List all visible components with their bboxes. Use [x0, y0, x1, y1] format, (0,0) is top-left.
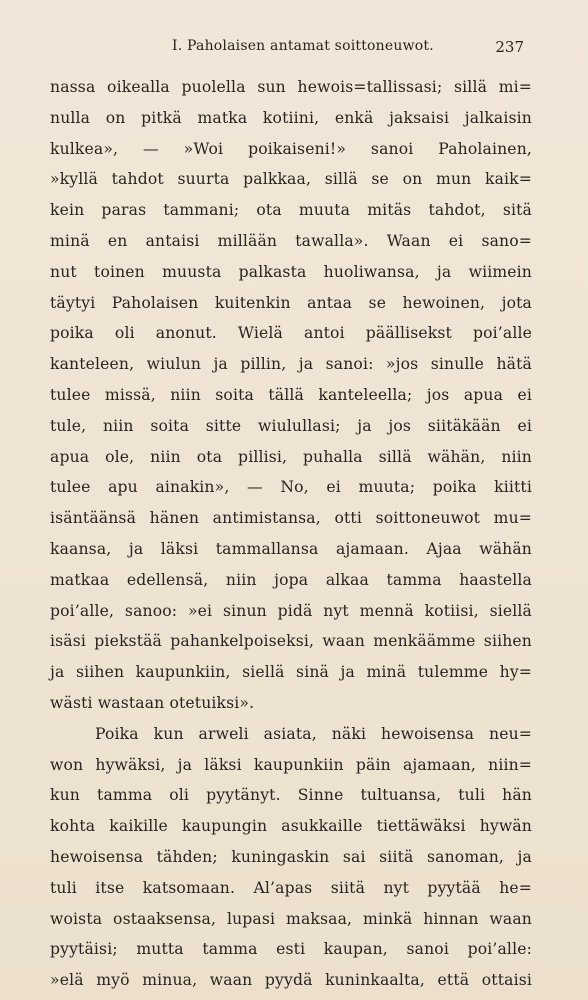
- running-header: [52, 38, 524, 60]
- paragraph-end-line: wästi wastaan otetuiksi».: [50, 693, 255, 712]
- paragraph-start-line: Poika kun arweli asiata, näki hewoisensa neu=: [95, 724, 532, 743]
- text-line: pyytäisi; mutta tamma esti kaupan, sanoi poi’alle:: [50, 940, 532, 959]
- text-line: apua ole, niin ota pillisi, puhalla sillä wähän, niin: [50, 447, 532, 466]
- text-line: kein paras tammani; ota muuta mitäs tahdot, sitä: [50, 201, 532, 220]
- text-line: nulla on pitkä matka kotiini, enkä jaksaisi jalkaisin: [50, 108, 532, 127]
- text-line: isäntäänsä hänen antimistansa, otti soittoneuwot mu=: [50, 509, 532, 528]
- text-line: tuli itse katsomaan. Al’apas siitä nyt pyytää he=: [50, 878, 532, 897]
- page-number: 237: [495, 38, 524, 56]
- text-line: matkaa edellensä, niin jopa alkaa tamma haastella: [50, 570, 532, 589]
- text-line: kulkea», — »Woi poikaiseni!» sanoi Paholainen,: [50, 139, 532, 158]
- text-line: won hywäksi, ja läksi kaupunkiin päin ajamaan, niin=: [50, 755, 532, 774]
- body-text: [50, 72, 532, 996]
- text-line: täytyi Paholaisen kuitenkin antaa se hewoinen, jota: [50, 293, 532, 312]
- text-line: poi’alle, sanoo: »ei sinun pidä nyt mennä kotiisi, siellä: [50, 601, 532, 620]
- text-line: kanteleen, wiulun ja pillin, ja sanoi: »jos sinulle hätä: [50, 355, 532, 374]
- text-line: isäsi piekstää pahankelpoiseksi, waan menkäämme siihen: [50, 632, 532, 651]
- text-line: ja siihen kaupunkiin, siellä sinä ja minä tulemme hy=: [50, 663, 532, 682]
- text-line: nassa oikealla puolella sun hewois=tallissasi; sillä mi=: [50, 78, 532, 96]
- text-line: kohta kaikille kaupungin asukkaille tiettäwäksi hywän: [50, 817, 532, 836]
- text-line: woista ostaaksensa, lupasi maksaa, minkä hinnan waan: [50, 909, 532, 928]
- text-line: poika oli anonut. Wielä antoi päällisekst poi’alle: [50, 324, 532, 343]
- text-line: minä en antaisi millään tawalla». Waan ei sano=: [50, 231, 532, 250]
- text-line: hewoisensa tähden; kuningaskin sai siitä sanoman, ja: [50, 847, 532, 866]
- text-line: tulee apu ainakin», — No, ei muuta; poika kiitti: [50, 478, 532, 497]
- text-line: tule, niin soita sitte wiulullasi; ja jos siitäkään ei: [50, 416, 532, 435]
- text-line: tulee missä, niin soita tällä kanteleella; jos apua ei: [50, 385, 532, 404]
- text-line: kun tamma oli pyytänyt. Sinne tultuansa, tuli hän: [50, 786, 532, 805]
- chapter-title: I. Paholaisen antamat soittoneuwot.: [172, 38, 434, 54]
- text-line: nut toinen muusta palkasta huoliwansa, ja wiimein: [50, 262, 532, 281]
- text-line: kaansa, ja läksi tammallansa ajamaan. Ajaa wähän: [50, 539, 532, 558]
- text-line: »kyllä tahdot suurta palkkaa, sillä se on mun kaik=: [50, 170, 532, 189]
- text-line: »elä myö minua, waan pyydä kuninkaalta, että ottaisi: [50, 971, 532, 990]
